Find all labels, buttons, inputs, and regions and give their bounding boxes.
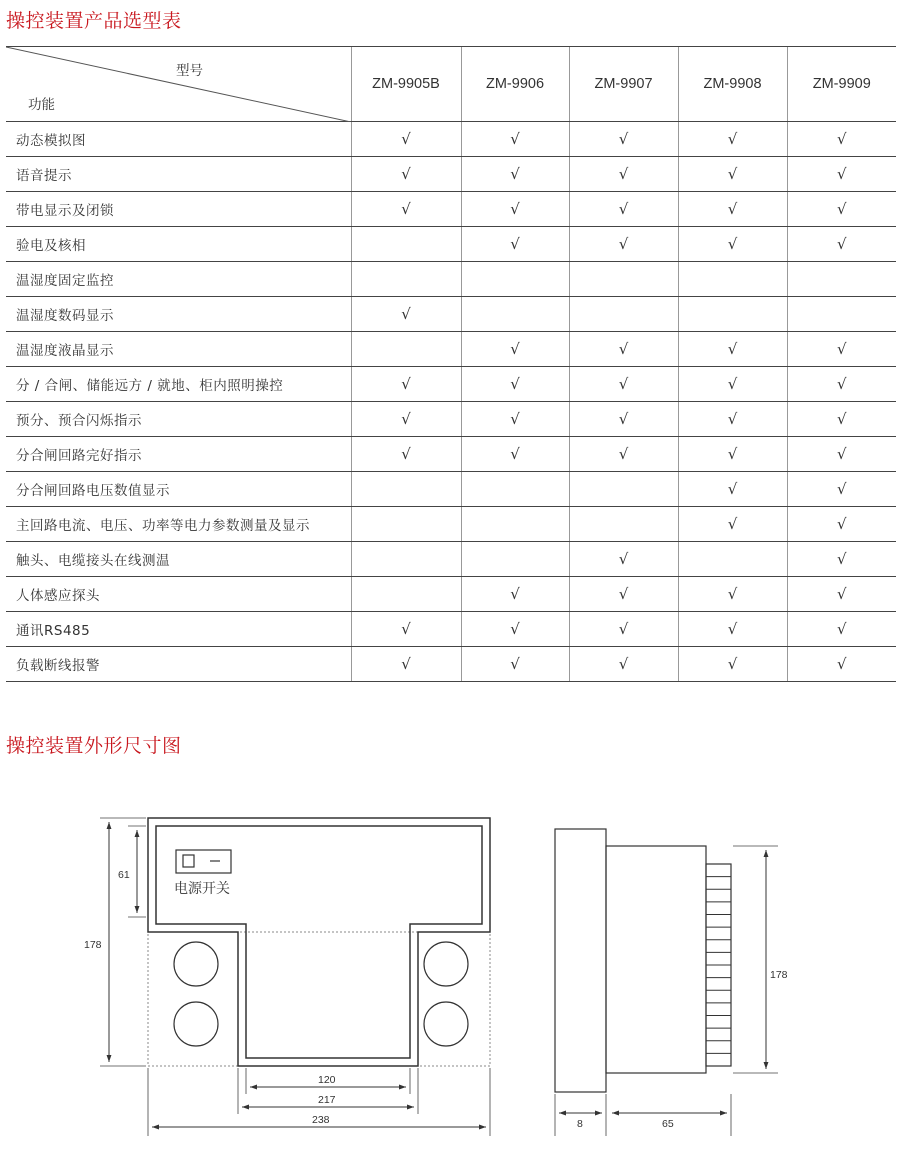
check-mark-cell: √ xyxy=(678,472,787,507)
empty-cell xyxy=(569,297,678,332)
empty-cell xyxy=(678,262,787,297)
model-header-zm-9906: ZM-9906 xyxy=(461,47,569,122)
check-mark-cell: √ xyxy=(678,507,787,542)
empty-cell xyxy=(461,472,569,507)
check-mark-cell: √ xyxy=(678,122,787,157)
check-mark-cell: √ xyxy=(678,612,787,647)
empty-cell xyxy=(569,262,678,297)
dimension-drawing xyxy=(0,780,900,1161)
feature-name-cell: 验电及核相 xyxy=(6,227,351,262)
check-mark-cell: √ xyxy=(787,122,896,157)
check-mark-cell: √ xyxy=(678,577,787,612)
check-mark-cell: √ xyxy=(461,367,569,402)
model-header-zm-9905b: ZM-9905B xyxy=(351,47,461,122)
table-row xyxy=(6,647,896,682)
check-mark-cell: √ xyxy=(351,437,461,472)
feature-name-cell: 主回路电流、电压、功率等电力参数测量及显示 xyxy=(6,507,351,542)
dimension-drawing-title: 操控装置外形尺寸图 xyxy=(6,735,182,757)
check-mark-cell: √ xyxy=(787,472,896,507)
dimension-61-label: 61 xyxy=(118,869,130,881)
check-mark-cell: √ xyxy=(351,647,461,682)
header-function-label: 功能 xyxy=(28,97,55,113)
check-mark-cell: √ xyxy=(351,122,461,157)
check-mark-cell: √ xyxy=(678,227,787,262)
check-mark-cell: √ xyxy=(787,192,896,227)
table-row xyxy=(6,367,896,402)
dimension-120-label: 120 xyxy=(318,1074,336,1086)
model-header-zm-9907: ZM-9907 xyxy=(569,47,678,122)
terminal-dividers xyxy=(706,877,731,1054)
dimension-65-label: 65 xyxy=(662,1118,674,1130)
check-mark-cell: √ xyxy=(787,612,896,647)
check-mark-cell: √ xyxy=(569,227,678,262)
check-mark-cell: √ xyxy=(678,437,787,472)
empty-cell xyxy=(787,297,896,332)
side-view xyxy=(555,829,788,1136)
feature-name-cell: 分合闸回路完好指示 xyxy=(6,437,351,472)
empty-cell xyxy=(351,507,461,542)
front-right-top-hole xyxy=(424,942,468,986)
check-mark-cell: √ xyxy=(461,577,569,612)
check-mark-cell: √ xyxy=(351,612,461,647)
check-mark-cell: √ xyxy=(678,647,787,682)
feature-name-cell: 温湿度固定监控 xyxy=(6,262,351,297)
dimension-217 xyxy=(242,1094,414,1107)
check-mark-cell: √ xyxy=(569,192,678,227)
table-row xyxy=(6,122,896,157)
table-row xyxy=(6,332,896,367)
feature-name-cell: 预分、预合闪烁指示 xyxy=(6,402,351,437)
product-selection-table xyxy=(6,46,896,682)
table-row xyxy=(6,542,896,577)
table-row xyxy=(6,192,896,227)
check-mark-cell: √ xyxy=(787,227,896,262)
check-mark-cell: √ xyxy=(678,402,787,437)
check-mark-cell: √ xyxy=(678,192,787,227)
check-mark-cell: √ xyxy=(569,577,678,612)
front-left-top-hole xyxy=(174,942,218,986)
check-mark-cell: √ xyxy=(461,612,569,647)
empty-cell xyxy=(569,472,678,507)
check-mark-cell: √ xyxy=(461,647,569,682)
empty-cell xyxy=(461,507,569,542)
dimension-8 xyxy=(559,1113,602,1130)
table-row xyxy=(6,472,896,507)
feature-name-cell: 人体感应探头 xyxy=(6,577,351,612)
check-mark-cell: √ xyxy=(787,332,896,367)
check-mark-cell: √ xyxy=(461,227,569,262)
check-mark-cell: √ xyxy=(569,157,678,192)
power-switch-label: 电源开关 xyxy=(174,881,230,897)
table-row xyxy=(6,157,896,192)
front-right-bottom-hole xyxy=(424,1002,468,1046)
empty-cell xyxy=(569,507,678,542)
empty-cell xyxy=(351,332,461,367)
check-mark-cell: √ xyxy=(787,542,896,577)
check-mark-cell: √ xyxy=(569,122,678,157)
dimension-238-label: 238 xyxy=(312,1114,330,1126)
feature-name-cell: 动态模拟图 xyxy=(6,122,351,157)
model-header-zm-9909: ZM-9909 xyxy=(787,47,896,122)
table-body xyxy=(6,122,896,682)
check-mark-cell: √ xyxy=(461,157,569,192)
check-mark-cell: √ xyxy=(787,507,896,542)
feature-name-cell: 温湿度数码显示 xyxy=(6,297,351,332)
check-mark-cell: √ xyxy=(351,192,461,227)
check-mark-cell: √ xyxy=(787,647,896,682)
side-body xyxy=(606,846,706,1073)
check-mark-cell: √ xyxy=(351,297,461,332)
table-row xyxy=(6,402,896,437)
check-mark-cell: √ xyxy=(569,612,678,647)
dimension-217-label: 217 xyxy=(318,1094,336,1106)
dimension-178-side xyxy=(733,846,788,1073)
table-row xyxy=(6,577,896,612)
table-header-row xyxy=(6,47,896,122)
dimension-8-label: 8 xyxy=(577,1118,583,1130)
empty-cell xyxy=(678,297,787,332)
check-mark-cell: √ xyxy=(351,367,461,402)
side-front-plate xyxy=(555,829,606,1092)
power-switch-rocker xyxy=(183,855,194,867)
check-mark-cell: √ xyxy=(569,647,678,682)
empty-cell xyxy=(787,262,896,297)
table-row xyxy=(6,612,896,647)
empty-cell xyxy=(678,542,787,577)
feature-name-cell: 带电显示及闭锁 xyxy=(6,192,351,227)
table-row xyxy=(6,507,896,542)
empty-cell xyxy=(351,577,461,612)
check-mark-cell: √ xyxy=(569,542,678,577)
empty-cell xyxy=(351,262,461,297)
check-mark-cell: √ xyxy=(461,437,569,472)
check-mark-cell: √ xyxy=(569,332,678,367)
dimension-120 xyxy=(250,1074,406,1087)
check-mark-cell: √ xyxy=(569,367,678,402)
header-corner-cell xyxy=(6,47,351,122)
feature-name-cell: 温湿度液晶显示 xyxy=(6,332,351,367)
feature-name-cell: 分 / 合闸、储能远方 / 就地、柜内照明操控 xyxy=(6,367,351,402)
dimension-65 xyxy=(612,1113,727,1130)
dimension-238 xyxy=(152,1114,486,1127)
check-mark-cell: √ xyxy=(787,157,896,192)
check-mark-cell: √ xyxy=(787,402,896,437)
model-header-zm-9908: ZM-9908 xyxy=(678,47,787,122)
check-mark-cell: √ xyxy=(461,122,569,157)
check-mark-cell: √ xyxy=(351,402,461,437)
check-mark-cell: √ xyxy=(351,157,461,192)
header-model-label: 型号 xyxy=(176,63,203,79)
empty-cell xyxy=(461,297,569,332)
empty-cell xyxy=(461,542,569,577)
feature-name-cell: 负载断线报警 xyxy=(6,647,351,682)
check-mark-cell: √ xyxy=(787,367,896,402)
check-mark-cell: √ xyxy=(678,332,787,367)
empty-cell xyxy=(351,542,461,577)
front-panel-inner-outline xyxy=(156,826,482,1058)
check-mark-cell: √ xyxy=(461,192,569,227)
table-row xyxy=(6,262,896,297)
check-mark-cell: √ xyxy=(569,437,678,472)
empty-cell xyxy=(351,227,461,262)
feature-name-cell: 分合闸回路电压数值显示 xyxy=(6,472,351,507)
check-mark-cell: √ xyxy=(678,367,787,402)
empty-cell xyxy=(461,262,569,297)
power-switch xyxy=(176,850,231,873)
dimension-61 xyxy=(118,826,146,917)
dimension-178-side-label: 178 xyxy=(770,969,788,981)
feature-name-cell: 语音提示 xyxy=(6,157,351,192)
check-mark-cell: √ xyxy=(461,402,569,437)
check-mark-cell: √ xyxy=(461,332,569,367)
check-mark-cell: √ xyxy=(678,157,787,192)
table-row xyxy=(6,297,896,332)
feature-name-cell: 触头、电缆接头在线测温 xyxy=(6,542,351,577)
product-selection-title: 操控装置产品选型表 xyxy=(6,10,182,32)
feature-name-cell: 通讯RS485 xyxy=(6,612,351,647)
table-row xyxy=(6,227,896,262)
check-mark-cell: √ xyxy=(569,402,678,437)
table-row xyxy=(6,437,896,472)
check-mark-cell: √ xyxy=(787,437,896,472)
front-left-bottom-hole xyxy=(174,1002,218,1046)
check-mark-cell: √ xyxy=(787,577,896,612)
empty-cell xyxy=(351,472,461,507)
dimension-178-front-label: 178 xyxy=(84,939,102,951)
front-view xyxy=(84,818,490,1136)
